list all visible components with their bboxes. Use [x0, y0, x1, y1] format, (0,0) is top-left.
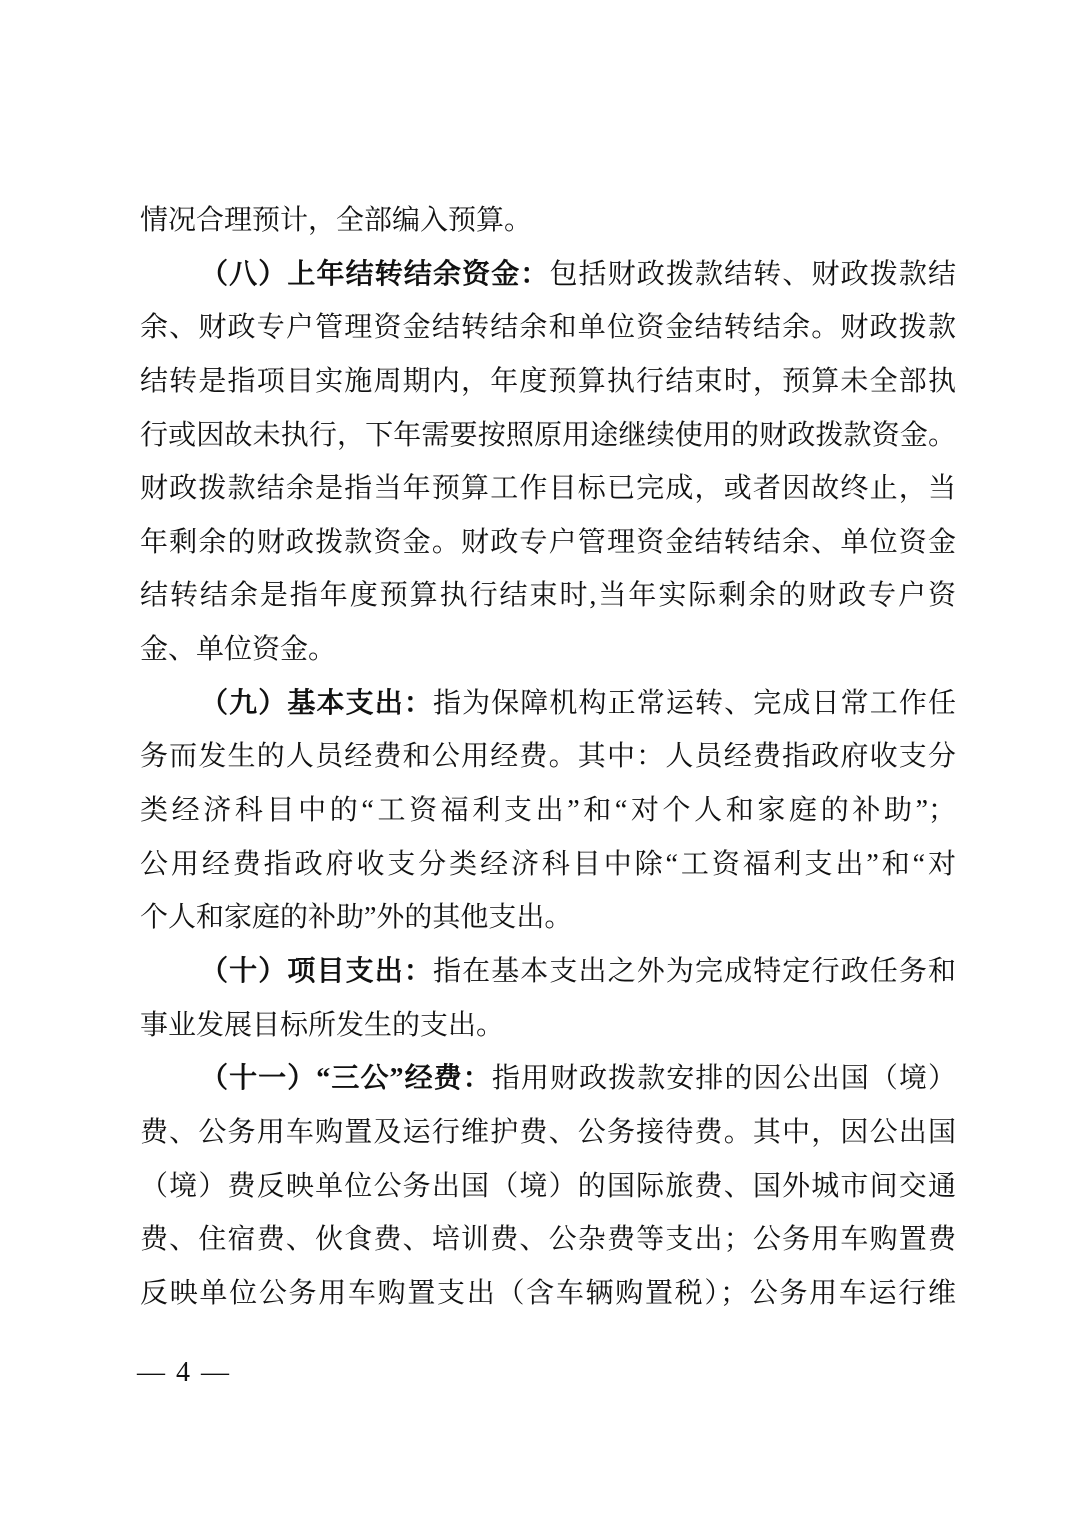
text-line [140, 248, 956, 302]
text-line [140, 516, 956, 570]
document-body [140, 194, 956, 1320]
body-text: 类经济科目中的“工资福利支出”和“对个人和家庭的补助”； [140, 795, 956, 827]
text-line [140, 623, 956, 677]
body-text: 包括财政拨款结转、财政拨款结 [549, 258, 956, 290]
text-line [140, 891, 956, 945]
text-line [140, 1213, 956, 1267]
text-line [140, 569, 956, 623]
body-text: 年剩余的财政拨款资金。财政专户管理资金结转结余、单位资金 [140, 526, 956, 558]
text-line [140, 677, 956, 731]
text-line [140, 355, 956, 409]
body-text: 指用财政拨款安排的因公出国（境） [491, 1063, 956, 1095]
text-line [140, 301, 956, 355]
text-line [140, 730, 956, 784]
body-text: 指在基本支出之外为完成特定行政任务和 [432, 955, 956, 987]
text-line [140, 838, 956, 892]
text-line [140, 1160, 956, 1214]
body-text: （境）费反映单位公务出国（境）的国际旅费、国外城市间交通 [140, 1170, 956, 1202]
text-line [140, 1052, 956, 1106]
term-heading: （八）上年结转结余资金： [200, 258, 550, 290]
body-text: 事业发展目标所发生的支出。 [140, 1009, 505, 1041]
text-line [140, 462, 956, 516]
text-line [140, 1106, 956, 1160]
term-heading: （十一）“三公”经费： [200, 1063, 492, 1095]
body-text: 财政拨款结余是指当年预算工作目标已完成，或者因故终止，当 [140, 473, 956, 505]
body-text: 务而发生的人员经费和公用经费。其中：人员经费指政府收支分 [140, 741, 956, 773]
body-text: 结转是指项目实施周期内，年度预算执行结束时，预算未全部执 [140, 365, 956, 397]
text-line [140, 409, 956, 463]
page-number: — 4 — [137, 1357, 231, 1388]
body-text: 个人和家庭的补助”外的其他支出。 [140, 902, 573, 934]
text-line [140, 999, 956, 1053]
body-text: 情况合理预计，全部编入预算。 [140, 205, 533, 236]
body-text: 行或因故未执行，下年需要按照原用途继续使用的财政拨款资金。 [140, 419, 956, 451]
body-text: 反映单位公务用车购置支出（含车辆购置税）；公务用车运行维 [140, 1277, 956, 1309]
body-text: 金、单位资金。 [140, 634, 337, 666]
body-text: 费、公务用车购置及运行维护费、公务接待费。其中，因公出国 [140, 1116, 956, 1148]
body-text: 指为保障机构正常运转、完成日常工作任 [432, 687, 956, 719]
term-heading: （九）基本支出： [200, 687, 433, 719]
body-text: 结转结余是指年度预算执行结束时,当年实际剩余的财政专户资 [140, 580, 956, 612]
text-line [140, 194, 956, 248]
term-heading: （十）项目支出： [200, 955, 433, 987]
body-text: 余、财政专户管理资金结转结余和单位资金结转结余。财政拨款 [140, 312, 956, 344]
text-line [140, 1267, 956, 1321]
body-text: 费、住宿费、伙食费、培训费、公杂费等支出；公务用车购置费 [140, 1224, 956, 1256]
body-text: 公用经费指政府收支分类经济科目中除“工资福利支出”和“对 [140, 848, 956, 880]
text-line [140, 784, 956, 838]
text-line [140, 945, 956, 999]
